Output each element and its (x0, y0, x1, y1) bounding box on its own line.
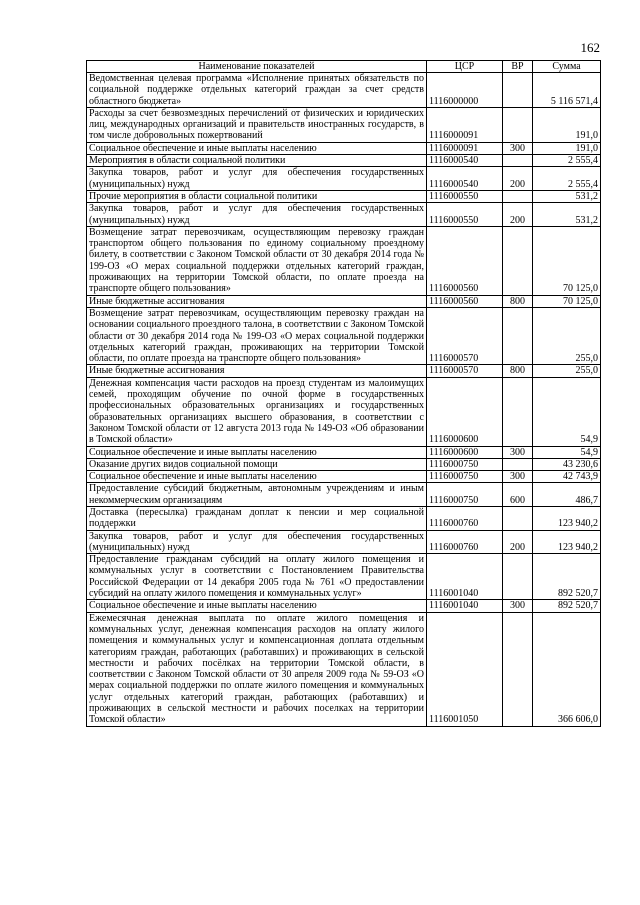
header-sum: Сумма (533, 61, 601, 73)
row-vr-cell: 200 (503, 530, 533, 554)
row-sum-cell: 486,7 (533, 483, 601, 507)
row-csr-cell: 1116000540 (427, 155, 503, 167)
row-csr-cell: 1116000550 (427, 203, 503, 227)
row-csr-cell: 1116000550 (427, 190, 503, 202)
table-row (87, 377, 601, 446)
row-csr-cell: 1116000750 (427, 458, 503, 470)
row-sum-cell: 5 116 571,4 (533, 73, 601, 108)
row-vr-cell (503, 73, 533, 108)
row-name-cell: Расходы за счет безвозмездных перечислений от физических и юридических лиц, международных организаций и правительств иностранных государств, в том числе добровольных пожертвований (87, 107, 427, 142)
row-csr-cell: 1116000091 (427, 107, 503, 142)
table-row (87, 471, 601, 483)
row-sum-cell: 191,0 (533, 142, 601, 154)
table-row (87, 365, 601, 377)
row-vr-cell (503, 377, 533, 446)
row-csr-cell: 1116001040 (427, 600, 503, 612)
row-sum-cell: 70 125,0 (533, 226, 601, 295)
row-sum-cell: 255,0 (533, 365, 601, 377)
row-vr-cell: 300 (503, 471, 533, 483)
row-vr-cell (503, 612, 533, 726)
row-csr-cell: 1116000000 (427, 73, 503, 108)
row-name-cell: Иные бюджетные ассигнования (87, 295, 427, 307)
row-vr-cell (503, 107, 533, 142)
row-name-cell: Ежемесячная денежная выплата по оплате жилого помещения и коммунальных услуг, денежная компенсация расходов на оплату жилого помещения и коммунальных услуг и компенсационная доплата отдельным категориям граждан, работающих (работавших) и проживающих в сельской местности и рабочих посёлках на территории Томской области, в соответствии с Законом Томской области от 30 апреля 2009 года № 59-ОЗ «О мерах социальной поддержки по оплате жилого помещения и коммунальных услуг отдельных категорий граждан, работающих (работавших) и проживающих в сельской местности и рабочих поселках на территории Томской области» (87, 612, 427, 726)
table-row (87, 446, 601, 458)
row-csr-cell: 1116001040 (427, 554, 503, 600)
row-sum-cell: 191,0 (533, 107, 601, 142)
row-name-cell: Социальное обеспечение и иные выплаты населению (87, 142, 427, 154)
row-name-cell: Мероприятия в области социальной политики (87, 155, 427, 167)
row-sum-cell: 54,9 (533, 377, 601, 446)
table-row (87, 530, 601, 554)
table-row (87, 506, 601, 530)
page-number: 162 (580, 40, 600, 55)
row-csr-cell: 1116000570 (427, 307, 503, 364)
row-name-cell: Социальное обеспечение и иные выплаты населению (87, 600, 427, 612)
row-vr-cell (503, 155, 533, 167)
table-header-row (87, 61, 601, 73)
row-csr-cell: 1116000750 (427, 471, 503, 483)
row-sum-cell: 123 940,2 (533, 530, 601, 554)
row-sum-cell: 366 606,0 (533, 612, 601, 726)
row-vr-cell (503, 458, 533, 470)
table-row (87, 554, 601, 600)
row-csr-cell: 1116000600 (427, 377, 503, 446)
row-vr-cell: 300 (503, 600, 533, 612)
row-vr-cell (503, 307, 533, 364)
row-sum-cell: 43 230,6 (533, 458, 601, 470)
row-sum-cell: 54,9 (533, 446, 601, 458)
row-csr-cell: 1116000760 (427, 530, 503, 554)
row-vr-cell (503, 554, 533, 600)
table-row (87, 226, 601, 295)
row-csr-cell: 1116000600 (427, 446, 503, 458)
row-name-cell: Социальное обеспечение и иные выплаты населению (87, 471, 427, 483)
table-body (87, 73, 601, 727)
row-csr-cell: 1116000540 (427, 167, 503, 191)
row-csr-cell: 1116000560 (427, 295, 503, 307)
row-vr-cell: 800 (503, 295, 533, 307)
row-name-cell: Возмещение затрат перевозчикам, осуществляющим перевозку граждан транспортом общего пользования по единому социальному проездному билету, в соответствии с Законом Томской области от 30 декабря 2014 года № 199-ОЗ «О мерах социальной поддержки отдельных категорий граждан, проживающих на территории Томской области, по оплате проезда на транспорте общего пользования» (87, 226, 427, 295)
row-sum-cell: 531,2 (533, 203, 601, 227)
row-name-cell: Предоставление гражданам субсидий на оплату жилого помещения и коммунальных услуг в соответствии с Постановлением Правительства Российской Федерации от 14 декабря 2005 года № 761 «О предоставлении субсидий на оплату жилого помещения и коммунальных услуг» (87, 554, 427, 600)
row-name-cell: Возмещение затрат перевозчикам, осуществляющим перевозку граждан на основании социального проездного талона, в соответствии с Законом Томской области от 30 декабря 2014 года № 199-ОЗ «О мерах социальной поддержки отдельных категорий граждан, проживающих на территории Томской области, по оплате проезда на транспорте общего пользования» (87, 307, 427, 364)
table-row (87, 612, 601, 726)
row-sum-cell: 123 940,2 (533, 506, 601, 530)
row-name-cell: Оказание других видов социальной помощи (87, 458, 427, 470)
row-vr-cell (503, 190, 533, 202)
header-vr: ВР (503, 61, 533, 73)
table-row (87, 307, 601, 364)
row-sum-cell: 255,0 (533, 307, 601, 364)
table-row (87, 483, 601, 507)
row-csr-cell: 1116000760 (427, 506, 503, 530)
row-name-cell: Предоставление субсидий бюджетным, автономным учреждениям и иным некоммерческим организациям (87, 483, 427, 507)
table-row (87, 190, 601, 202)
row-sum-cell: 531,2 (533, 190, 601, 202)
row-csr-cell: 1116000570 (427, 365, 503, 377)
header-csr: ЦСР (427, 61, 503, 73)
row-sum-cell: 70 125,0 (533, 295, 601, 307)
budget-table (86, 60, 601, 727)
table-row (87, 295, 601, 307)
row-name-cell: Социальное обеспечение и иные выплаты населению (87, 446, 427, 458)
row-name-cell: Закупка товаров, работ и услуг для обеспечения государственных (муниципальных) нужд (87, 167, 427, 191)
table-row (87, 155, 601, 167)
row-sum-cell: 2 555,4 (533, 167, 601, 191)
row-name-cell: Ведомственная целевая программа «Исполнение принятых обязательств по социальной поддержке отдельных категорий граждан за счет средств областного бюджета» (87, 73, 427, 108)
row-vr-cell: 800 (503, 365, 533, 377)
row-sum-cell: 892 520,7 (533, 554, 601, 600)
row-name-cell: Денежная компенсация части расходов на проезд студентам из малоимущих семей, проходящим обучение по очной форме в государственных профессиональных образовательных организациях и государственных образовательных организациях высшего образования, в соответствии с Законом Томской области от 12 августа 2013 года № 149-ОЗ «Об образовании в Томской области» (87, 377, 427, 446)
table-row (87, 600, 601, 612)
table-row (87, 142, 601, 154)
row-name-cell: Прочие мероприятия в области социальной политики (87, 190, 427, 202)
row-csr-cell: 1116000750 (427, 483, 503, 507)
table-row (87, 458, 601, 470)
row-csr-cell: 1116001050 (427, 612, 503, 726)
row-csr-cell: 1116000560 (427, 226, 503, 295)
row-name-cell: Иные бюджетные ассигнования (87, 365, 427, 377)
row-vr-cell (503, 506, 533, 530)
row-vr-cell: 300 (503, 142, 533, 154)
row-vr-cell (503, 226, 533, 295)
row-name-cell: Доставка (пересылка) гражданам доплат к пенсии и мер социальной поддержки (87, 506, 427, 530)
row-vr-cell: 600 (503, 483, 533, 507)
row-vr-cell: 200 (503, 203, 533, 227)
row-sum-cell: 892 520,7 (533, 600, 601, 612)
row-vr-cell: 300 (503, 446, 533, 458)
table-row (87, 73, 601, 108)
table-row (87, 107, 601, 142)
table-row (87, 167, 601, 191)
header-name: Наименование показателей (87, 61, 427, 73)
row-sum-cell: 2 555,4 (533, 155, 601, 167)
table-row (87, 203, 601, 227)
row-csr-cell: 1116000091 (427, 142, 503, 154)
row-name-cell: Закупка товаров, работ и услуг для обеспечения государственных (муниципальных) нужд (87, 203, 427, 227)
row-sum-cell: 42 743,9 (533, 471, 601, 483)
row-name-cell: Закупка товаров, работ и услуг для обеспечения государственных (муниципальных) нужд (87, 530, 427, 554)
row-vr-cell: 200 (503, 167, 533, 191)
